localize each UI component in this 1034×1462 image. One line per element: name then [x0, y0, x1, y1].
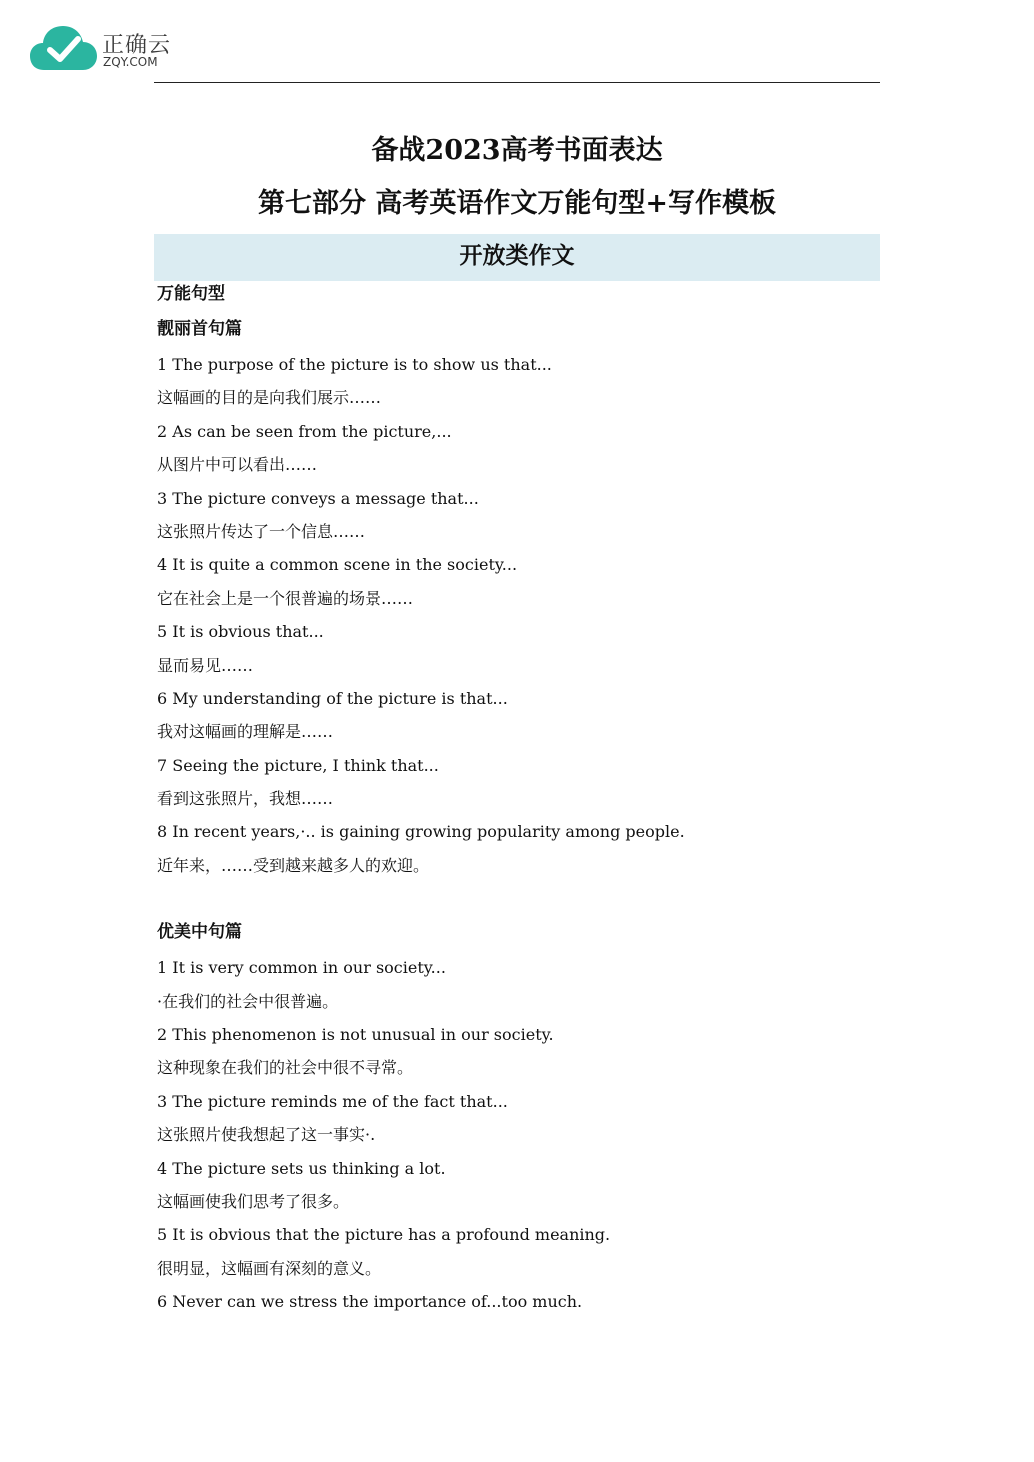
opening-line: 8 In recent years,·.. is gaining growing popularity among people.: [157, 822, 685, 842]
opening-line: 这幅画的目的是向我们展示……: [157, 388, 382, 408]
middle-line: 1 It is very common in our society...: [157, 958, 446, 978]
logo-name: 正确云: [102, 33, 172, 58]
middle-line: 这张照片使我想起了这一事实·.: [157, 1125, 376, 1145]
section-spacer: [157, 886, 857, 920]
opening-line: 显而易见……: [157, 655, 254, 675]
middle-line: 3 The picture reminds me of the fact that...: [157, 1091, 508, 1111]
opening-line: 6 My understanding of the picture is that...: [157, 688, 508, 708]
header-divider: [154, 82, 880, 83]
section-heading-opening: 靓丽首句篇: [157, 319, 242, 339]
document-title: 备战2023高考书面表达: [371, 135, 663, 166]
document-body: [157, 282, 857, 1323]
opening-line: 7 Seeing the picture, I think that...: [157, 755, 439, 775]
opening-line: 从图片中可以看出……: [157, 455, 318, 475]
opening-line: 近年来，……受到越来越多人的欢迎。: [157, 855, 430, 875]
opening-line: 3 The picture conveys a message that...: [157, 488, 479, 508]
middle-line: ·在我们的社会中很普遍。: [157, 991, 339, 1011]
logo-domain: ZQY.COM: [103, 55, 158, 69]
section-heading-middle: 优美中句篇: [157, 922, 242, 943]
middle-line: 4 The picture sets us thinking a lot.: [157, 1158, 446, 1178]
zqy-logo: [30, 24, 190, 74]
opening-line: 它在社会上是一个很普遍的场景……: [157, 588, 414, 608]
opening-line: 2 As can be seen from the picture,...: [157, 421, 452, 441]
document-subtitle: 第七部分 高考英语作文万能句型+写作模板: [257, 188, 777, 219]
middle-line: 2 This phenomenon is not unusual in our society.: [157, 1025, 554, 1045]
section-banner: [154, 234, 880, 281]
opening-line: 4 It is quite a common scene in the society...: [157, 555, 518, 575]
opening-line: 1 The purpose of the picture is to show us that...: [157, 355, 552, 374]
opening-sentence-list: [157, 352, 857, 886]
middle-line: 很明显，这幅画有深刻的意义。: [157, 1258, 382, 1278]
opening-line: 看到这张照片，我想……: [157, 789, 334, 809]
middle-line: 6 Never can we stress the importance of...too much.: [157, 1292, 583, 1312]
middle-line: 这幅画使我们思考了很多。: [157, 1191, 350, 1211]
opening-line: 我对这幅画的理解是……: [157, 722, 334, 742]
section-heading-main: 万能句型: [157, 284, 225, 304]
banner-title: 开放类作文: [459, 243, 575, 269]
middle-line: 这种现象在我们的社会中很不寻常。: [157, 1058, 414, 1078]
cloud-check-icon: [30, 24, 98, 72]
opening-line: 5 It is obvious that...: [157, 622, 324, 642]
middle-sentence-list: [157, 955, 857, 1322]
middle-line: 5 It is obvious that the picture has a profound meaning.: [157, 1225, 611, 1245]
opening-line: 这张照片传达了一个信息……: [157, 521, 366, 541]
